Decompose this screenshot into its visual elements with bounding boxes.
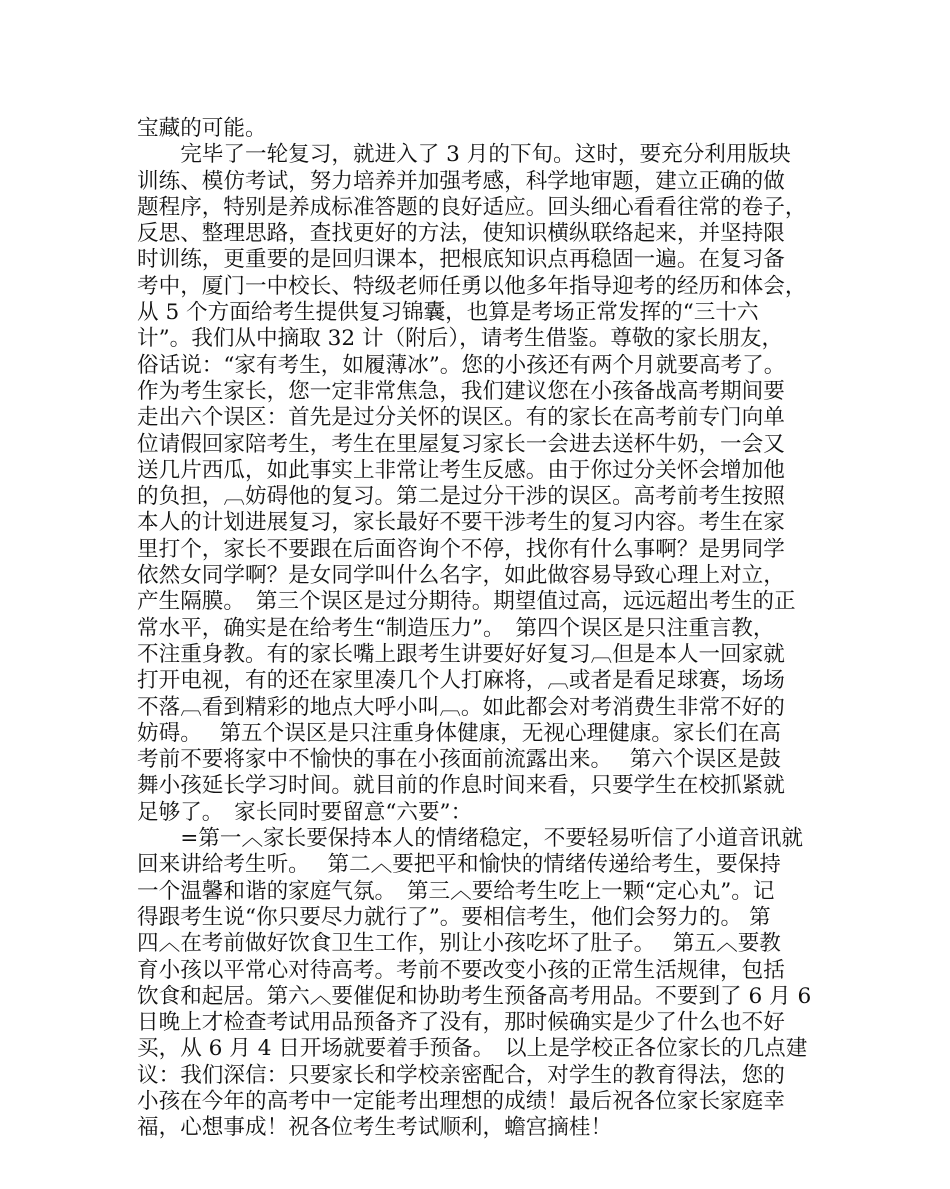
text-line: 回来讲给考生听。 第二︿要把平和愉快的情绪传递给考生，要保持 bbox=[137, 852, 781, 878]
text-line: 题程序，特别是养成标准答题的良好适应。回头细心看看往常的卷子， bbox=[137, 194, 807, 220]
text-line: 日晚上才检查考试用品预备齐了没有，那时候确实是少了什么也不好 bbox=[137, 1010, 785, 1036]
text-line: 常水平，确实是在给考生“制造压力”。 第四个误区是只注重言教， bbox=[137, 615, 775, 641]
text-line: 买，从 6 月 4 日开场就要着手预备。 以上是学校正各位家长的几点建 bbox=[137, 1036, 808, 1062]
text-line: 打开电视，有的还在家里凑几个人打麻将，︹或者是看足球赛，场场 bbox=[137, 668, 785, 694]
text-line: 饮食和起居。第六︿要催促和协助考生预备高考用品。不要到了 6 月 6 bbox=[137, 983, 812, 1009]
text-line: 四︿在考前做好饮食卫生工作，别让小孩吃坏了肚子。 第五︿要教 bbox=[137, 931, 781, 957]
text-line: 作为考生家长，您一定非常焦急，我们建议您在小孩备战高考期间要 bbox=[137, 378, 785, 404]
text-line: 从 5 个方面给考生提供复习锦囊，也算是考场正常发挥的“三十六 bbox=[137, 300, 759, 326]
text-line: 妨碍。 第五个误区是只注重身体健康，无视心理健康。家长们在高 bbox=[137, 720, 781, 746]
text-line: 一个温馨和谐的家庭气氛。 第三︿要给考生吃上一颗“定心丸”。记 bbox=[137, 878, 775, 904]
text-line: 俗话说：“家有考生，如履薄冰”。您的小孩还有两个月就要高考了。 bbox=[137, 352, 786, 378]
text-line: 福，心想事成！祝各位考生考试顺利，蟾宫摘桂！ bbox=[137, 1115, 613, 1141]
document-body bbox=[137, 116, 813, 1142]
text-line: 小孩在今年的高考中一定能考出理想的成绩！最后祝各位家长家庭幸 bbox=[137, 1088, 785, 1114]
text-line: 不注重身教。有的家长嘴上跟考生讲要好好复习︹但是本人一回家就 bbox=[137, 641, 785, 667]
text-line: 里打个，家长不要跟在后面咨询个不停，找你有什么事啊？是男同学 bbox=[137, 536, 785, 562]
text-line: 产生隔膜。 第三个误区是过分期待。期望值过高，远远超出考生的正 bbox=[137, 589, 796, 615]
text-line: 考中，厦门一中校长、特级老师任勇以他多年指导迎考的经历和体会， bbox=[137, 273, 807, 299]
text-line: 考前不要将家中不愉快的事在小孩面前流露出来。 第六个误区是鼓 bbox=[137, 747, 781, 773]
text-line: 计”。我们从中摘取 32 计（附后），请考生借鉴。尊敬的家长朋友， bbox=[137, 326, 784, 352]
text-line: 得跟考生说“你只要尽力就行了”。要相信考生，他们会努力的。 第 bbox=[137, 904, 771, 930]
text-line: 时训练，更重要的是回归课本，把根底知识点再稳固一遍。在复习备 bbox=[137, 247, 785, 273]
text-line: =第一︿家长要保持本人的情绪稳定，不要轻易听信了小道音讯就 bbox=[137, 826, 803, 852]
text-line: 本人的计划进展复习，家长最好不要干涉考生的复习内容。考生在家 bbox=[137, 510, 785, 536]
text-line: 足够了。 家长同时要留意“六要”： bbox=[137, 799, 473, 825]
text-line: 舞小孩延长学习时间。就目前的作息时间来看，只要学生在校抓紧就 bbox=[137, 773, 785, 799]
text-line: 依然女同学啊？是女同学叫什么名字，如此做容易导致心理上对立， bbox=[137, 563, 785, 589]
text-line: 训练、模仿考试，努力培养并加强考感，科学地审题，建立正确的做 bbox=[137, 168, 785, 194]
text-line: 送几片西瓜，如此事实上非常让考生反感。由于你过分关怀会增加他 bbox=[137, 457, 785, 483]
text-line: 育小孩以平常心对待高考。考前不要改变小孩的正常生活规律，包括 bbox=[137, 957, 785, 983]
text-line: 的负担，︹妨碍他的复习。第二是过分干涉的误区。高考前考生按照 bbox=[137, 484, 785, 510]
text-line: 不落︹看到精彩的地点大呼小叫︹。如此都会对考消费生非常不好的 bbox=[137, 694, 785, 720]
text-line: 议：我们深信：只要家长和学校亲密配合，对学生的教育得法，您的 bbox=[137, 1062, 785, 1088]
text-line: 反思、整理思路，查找更好的方法，使知识横纵联络起来，并坚持限 bbox=[137, 221, 785, 247]
text-line: 宝藏的可能。 bbox=[137, 116, 267, 141]
text-line: 位请假回家陪考生，考生在里屋复习家长一会进去送杯牛奶，一会又 bbox=[137, 431, 785, 457]
text-line: 走出六个误区：首先是过分关怀的误区。有的家长在高考前专门向单 bbox=[137, 405, 785, 431]
text-line: 完毕了一轮复习，就进入了 3 月的下旬。这时，要充分利用版块 bbox=[137, 142, 791, 168]
